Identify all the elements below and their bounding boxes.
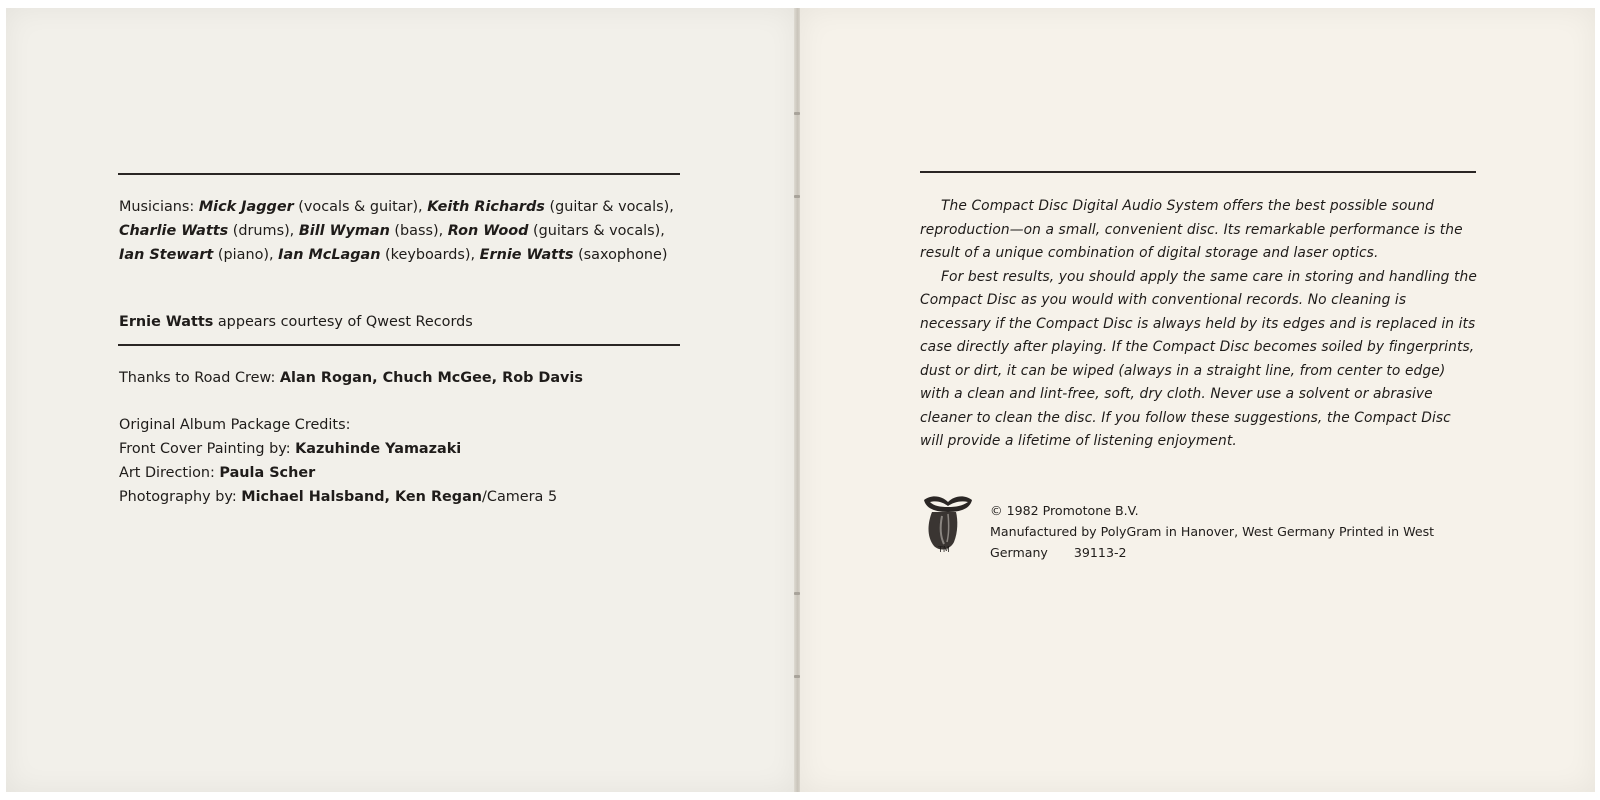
member-role: (guitars & vocals), <box>533 223 665 239</box>
tongue-and-lips-logo-icon <box>918 492 974 552</box>
road-crew-thanks <box>119 366 679 390</box>
member-role: (bass), <box>394 223 444 239</box>
left-page <box>6 8 796 792</box>
member-role: (drums), <box>232 223 295 239</box>
right-divider <box>920 171 1476 173</box>
member-role: (keyboards), <box>385 247 476 263</box>
member-name: Ron Wood <box>447 223 529 239</box>
photo-suffix: /Camera 5 <box>482 489 558 505</box>
member-name: Mick Jagger <box>198 199 294 215</box>
member-name: Ian McLagan <box>278 247 381 263</box>
trademark-mark: TM <box>938 545 950 554</box>
art-name: Paula Scher <box>219 465 316 481</box>
courtesy-name: Ernie Watts <box>119 314 214 330</box>
courtesy-line <box>119 310 679 334</box>
top-divider <box>118 173 680 175</box>
credits-heading: Original Album Package Credits: <box>119 417 351 433</box>
care-paragraph: For best results, you should apply the same care in storing and handling the Compact Disc as you would with conventional records. No cleaning is necessary if the Compact Disc is always held by its edges and is replaced in its case directly after playing. If the Compact Disc becomes soiled by fingerprints, dust or dirt, it can be wiped (always in a straight line, from center to edge) with a clean and lint-free, soft, dry cloth. Never use a solvent or abrasive cleaner to clean the disc. If you follow these suggestions, the Compact Disc will provide a lifetime of listening enjoyment. <box>920 268 1477 449</box>
photo-label: Photography by: <box>119 489 237 505</box>
package-credits <box>119 413 679 509</box>
member-role: (piano), <box>217 247 274 263</box>
compact-disc-care-text <box>920 195 1478 454</box>
member-name: Keith Richards <box>427 199 545 215</box>
member-name: Charlie Watts <box>119 223 229 239</box>
musicians-label: Musicians: <box>119 199 195 215</box>
member-name: Ernie Watts <box>479 247 574 263</box>
photo-names: Michael Halsband, Ken Regan <box>241 489 483 505</box>
cover-name: Kazuhinde Yamazaki <box>295 441 462 457</box>
copyright-line: © 1982 Promotone B.V. <box>990 503 1139 518</box>
cover-label: Front Cover Painting by: <box>119 441 291 457</box>
manufactured-line: Manufactured by PolyGram in Hanover, West Germany Printed in West <box>990 524 1435 539</box>
thanks-names: Alan Rogan, Chuch McGee, Rob Davis <box>279 370 583 386</box>
musicians-credits <box>119 195 679 267</box>
country-catalog-line <box>990 542 1490 563</box>
care-paragraph: The Compact Disc Digital Audio System offers the best possible sound reproduction—on a small, convenient disc. Its remarkable performance is the result of a unique combination of digital storage and laser optics. <box>920 198 1463 261</box>
member-name: Ian Stewart <box>119 247 214 263</box>
courtesy-text: appears courtesy of Qwest Records <box>217 314 473 330</box>
legal-notice <box>990 500 1490 563</box>
thanks-label: Thanks to Road Crew: <box>119 370 276 386</box>
member-role: (vocals & guitar), <box>298 199 423 215</box>
catalog-number: 39113-2 <box>1073 545 1127 560</box>
art-label: Art Direction: <box>119 465 215 481</box>
right-page <box>800 8 1595 792</box>
country-text: Germany <box>990 545 1048 560</box>
middle-divider <box>118 344 680 346</box>
member-name: Bill Wyman <box>298 223 390 239</box>
member-role: (guitar & vocals), <box>549 199 674 215</box>
member-role: (saxophone) <box>578 247 668 263</box>
